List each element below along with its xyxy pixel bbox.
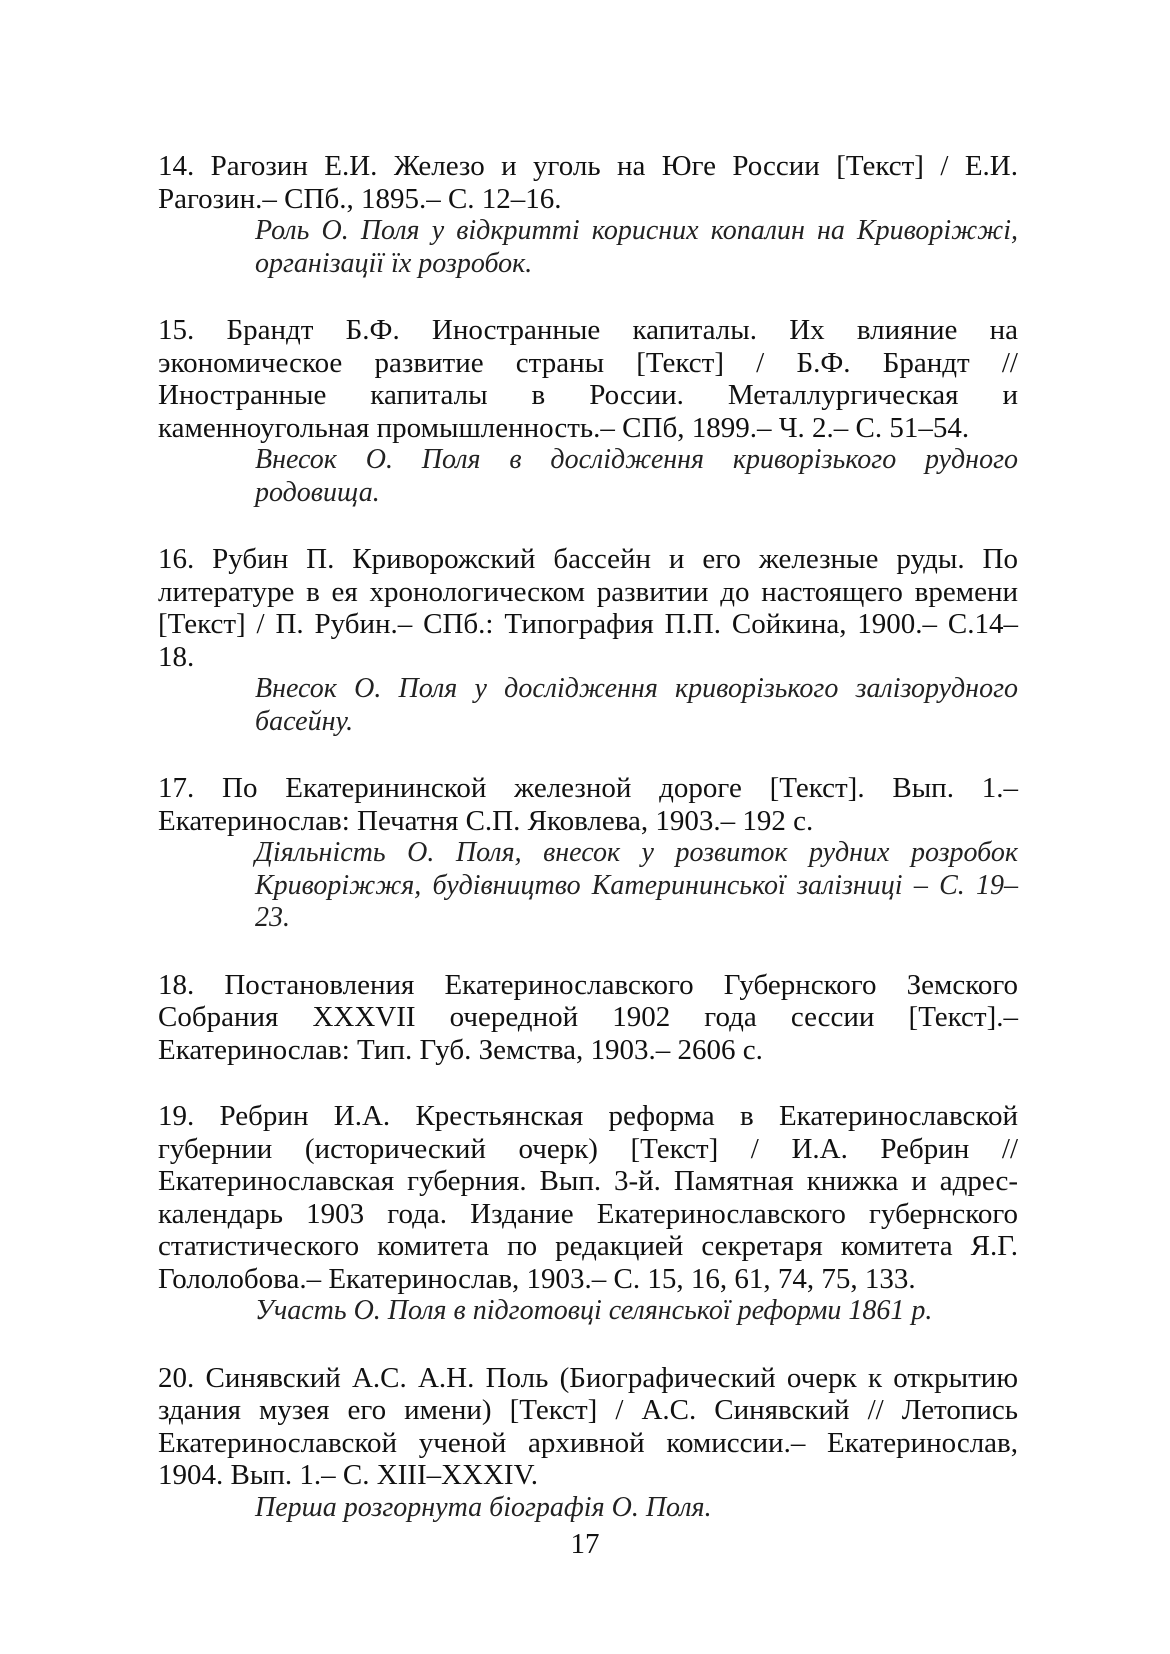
bibliography-entry-14: [158, 150, 1018, 280]
entry-annotation: Перша розгорнута біографія О. Поля.: [255, 1491, 712, 1523]
entry-citation: 16. Рубин П. Криворожский бассейн и его железные руды. По литературе в ея хронологическом развитии до настоящего времени [Текст] / П. Рубин.– СПб.: Типография П.П. Сойкина, 1900.– С.14–18.: [158, 543, 1018, 673]
entry-citation: 20. Синявский А.С. А.Н. Поль (Биографический очерк к открытию здания музея его имени) [Текст] / А.С. Синявский // Летопись Екатеринославской ученой архивной комиссии.– Екатеринослав, 1904. Вып. 1.– С. XIII–XXXIV.: [158, 1361, 1018, 1491]
entry-citation: 17. По Екатерининской железной дороге [Текст]. Вып. 1.– Екатеринослав: Печатня С.П. Яковлева, 1903.– 192 с.: [158, 772, 1018, 837]
entry-annotation: Внесок О. Поля у дослідження криворізького залізорудного басейну.: [255, 673, 1018, 737]
entry-annotation: Діяльність О. Поля, внесок у розвиток рудних розробок Криворіжжя, будівництво Катерининської залізниці – С. 19–23.: [255, 837, 1018, 933]
entry-citation: 18. Постановления Екатеринославского Губернского Земского Собрания XXXVII очередной 1902 года сессии [Текст].– Екатеринослав: Тип. Губ. Земства, 1903.– 2606 с.: [158, 968, 1018, 1066]
bibliography-list: [158, 150, 1018, 1558]
bibliography-entry-17: [158, 772, 1018, 935]
bibliography-entry-16: [158, 543, 1018, 738]
entry-annotation: Внесок О. Поля в дослідження криворізького рудного родовища.: [255, 444, 1018, 508]
bibliography-entry-19: [158, 1100, 1018, 1328]
entry-citation: 15. Брандт Б.Ф. Иностранные капиталы. Их влияние на экономическое развитие страны [Текст] / Б.Ф. Брандт // Иностранные капиталы в России. Металлургическая и каменноугольная промышленность.– СПб, 1899.– Ч. 2.– С. 51–54.: [158, 314, 1018, 444]
entry-citation: 14. Рагозин Е.И. Железо и уголь на Юге России [Текст] / Е.И. Рагозин.– СПб., 1895.– С. 12–16.: [158, 150, 1018, 215]
entry-annotation: Участь О. Поля в підготовці селянської реформи 1861 р.: [255, 1295, 933, 1326]
bibliography-entry-18: [158, 969, 1018, 1067]
bibliography-entry-15: [158, 314, 1018, 509]
page-number: 17: [570, 1528, 600, 1560]
entry-annotation: Роль О. Поля у відкритті корисних копалин на Криворіжжі, організації їх розробок.: [255, 215, 1018, 279]
entry-citation: 19. Ребрин И.А. Крестьянская реформа в Екатеринославской губернии (исторический очерк) [Текст] / И.А. Ребрин // Екатеринославская губерния. Вып. 3-й. Памятная книжка и адрес-календарь 1903 года. Издание Екатеринославского губернского статистического комитета по редакцией секретаря комитета Я.Г. Гололобова.– Екатеринослав, 1903.– С. 15, 16, 61, 74, 75, 133.: [158, 1100, 1018, 1295]
bibliography-entry-20: [158, 1362, 1018, 1525]
